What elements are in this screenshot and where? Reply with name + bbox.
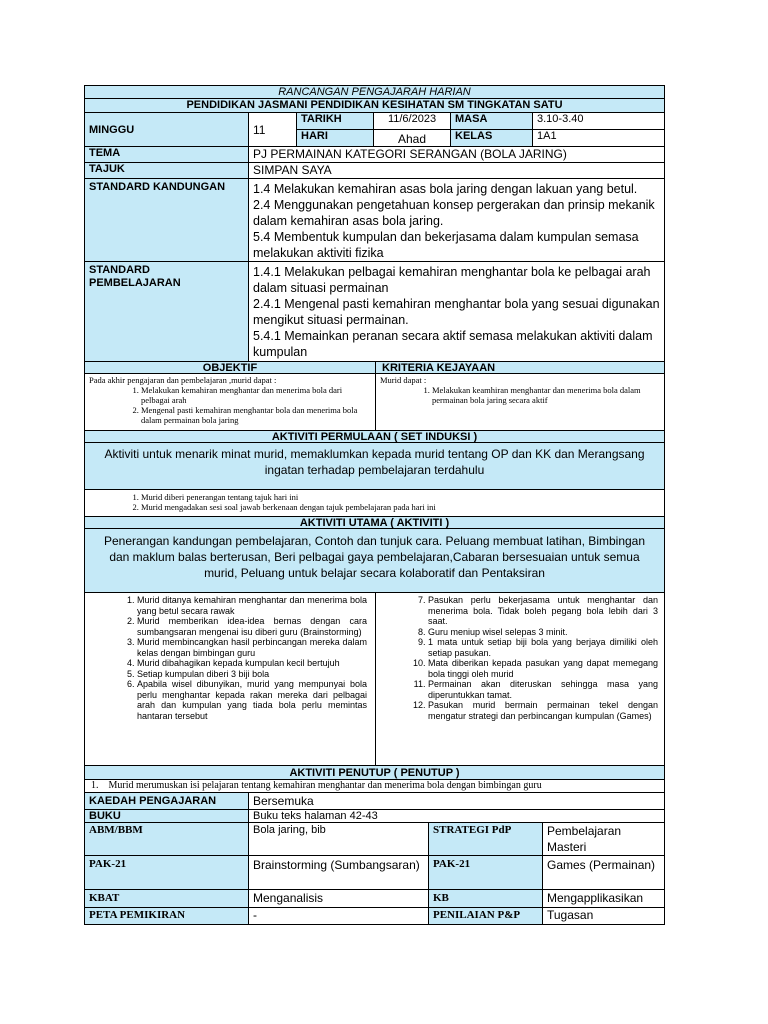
pak2-value: Games (Permainan) — [547, 858, 656, 872]
buku-label: BUKU — [85, 810, 249, 822]
hari-value: Ahad — [374, 130, 451, 146]
utama-item: 6. Apabila wisel dibunyikan, murid yang mempunyai bola perlu menghantar kepada rakan mereka dari pelbagai arah dan kumpulan yang tiada bola perlu memintas hantaran tersebut — [137, 679, 367, 721]
kriteria-intro: Murid dapat : — [380, 375, 427, 385]
sp-content — [249, 262, 664, 361]
kaedah-value: Bersemuka — [253, 794, 314, 808]
utama-item: 3. Murid membincangkan hasil perbincangan mereka dalam kelas dengan bimbingan guru — [137, 637, 367, 658]
subtitle-row — [85, 99, 664, 113]
sp-item: 2.4.1 Mengenal pasti kemahiran menghantar bola yang sesuai digunakan mengikut situasi permainan. — [253, 297, 660, 327]
objektif-content-row — [85, 374, 664, 431]
minggu-row — [85, 113, 664, 147]
kbat-value: Menganalisis — [249, 890, 429, 907]
utama-item: 7. Pasukan perlu bekerjasama untuk menghantar dan menerima bola. Tidak boleh pegang bola lebih dari 3 saat. — [428, 595, 658, 627]
utama-item: 12. Pasukan murid bermain permainan tekel dengan mengatur strategi dan perbincangan kumpulan (Games) — [428, 700, 658, 721]
kb-label: KB — [429, 890, 543, 907]
lesson-plan-table — [84, 85, 665, 925]
permulaan-list-row — [85, 490, 664, 517]
tajuk-value: SIMPAN SAYA — [253, 163, 332, 177]
utama-text: Penerangan kandungan pembelajaran, Contoh dan tunjuk cara. Peluang membuat latihan, Bimbingan dan maklum balas berterusan, Beri pelbagai gaya pembelajaran,Cabaran bersesuaian untuk semua murid, Peluang untuk belajar secara kolaboratif dan Pentaksiran — [103, 534, 646, 580]
kelas-value: 1A1 — [537, 130, 557, 142]
masa-label: MASA — [451, 113, 533, 129]
abm-label: ABM/BBM — [85, 823, 249, 855]
sk-label: STANDARD KANDUNGAN — [85, 179, 249, 261]
permulaan-item: 2. Murid mengadakan sesi soal jawab berkenaan dengan tajuk pembelajaran pada hari ini — [141, 502, 660, 512]
permulaan-item: 1. Murid diberi penerangan tentang tajuk hari ini — [141, 492, 660, 502]
sp-label-line1: STANDARD — [89, 264, 150, 276]
kaedah-row — [85, 793, 664, 810]
strategi-value: Pembelajaran Masteri — [547, 824, 622, 854]
permulaan-header: AKTIVITI PERMULAAN ( SET INDUKSI ) — [271, 431, 478, 442]
utama-item: 10. Mata diberikan kepada pasukan yang dapat memegang bola tinggi oleh murid — [428, 658, 658, 679]
title-row — [85, 86, 664, 99]
pak1-value: Brainstorming (Sumbangsaran) — [249, 856, 429, 889]
sp-label-line2: PEMBELAJARAN — [89, 277, 181, 289]
tema-label: TEMA — [85, 147, 249, 162]
objektif-content — [85, 374, 376, 430]
utama-header-row — [85, 517, 664, 529]
peta-label: PETA PEMIKIRAN — [85, 908, 249, 924]
objektif-header: OBJEKTIF — [85, 362, 376, 373]
permulaan-header-row — [85, 431, 664, 443]
tajuk-label: TAJUK — [85, 163, 249, 178]
kriteria-header: KRITERIA KEJAYAAN — [376, 362, 664, 373]
penutup-list: 1. Murid merumuskan isi pelajaran tentang kemahiran menghantar dan menerima bola dengan bimbingan guru — [91, 780, 542, 791]
tarikh-value: 11/6/2023 — [374, 113, 451, 129]
sp-row — [85, 262, 664, 362]
sk-row — [85, 179, 664, 262]
minggu-label: MINGGU — [85, 113, 249, 146]
peta-row — [85, 908, 664, 924]
utama-item: 5. Setiap kumpulan diberi 3 biji bola — [137, 669, 367, 680]
permulaan-list — [85, 490, 664, 516]
utama-item: 1. Murid ditanya kemahiran menghantar dan menerima bola yang betul secara rawak — [137, 595, 367, 616]
pak1-label: PAK-21 — [85, 856, 249, 889]
strategi-label: STRATEGI PdP — [429, 823, 543, 855]
buku-row — [85, 810, 664, 823]
sp-label — [85, 262, 249, 361]
penutup-list-row — [85, 780, 664, 793]
utama-item: 4. Murid dibahagikan kepada kumpulan kecil bertujuh — [137, 658, 367, 669]
sk-item: 1.4 Melakukan kemahiran asas bola jaring dengan lakuan yang betul. — [253, 182, 638, 196]
utama-right-list — [376, 593, 664, 765]
kbat-row — [85, 890, 664, 908]
kriteria-content — [376, 374, 664, 430]
kriteria-item: 1. Melakukan keamhiran menghantar dan menerima bola dalam permainan bola jaring secara aktif — [432, 385, 660, 405]
masa-value: 3.10-3.40 — [537, 113, 584, 125]
tajuk-row — [85, 163, 664, 179]
objektif-intro: Pada akhir pengajaran dan pembelajaran ,murid dapat : — [89, 375, 277, 385]
hari-label: HARI — [297, 130, 374, 146]
utama-item: 9. 1 mata untuk setiap biji bola yang berjaya dimiliki oleh setiap pasukan. — [428, 637, 658, 658]
sk-content — [249, 179, 664, 261]
peta-value: - — [249, 908, 429, 924]
title-subject: PENDIDIKAN JASMANI PENDIDIKAN KESIHATAN SM TINGKATAN SATU — [186, 99, 563, 111]
penilaian-label: PENILAIAN P&P — [429, 908, 543, 924]
utama-item: 11. Permainan akan diteruskan sehingga masa yang diperuntukkan tamat. — [428, 679, 658, 700]
title-main: RANCANGAN PENGAJARAH HARIAN — [278, 86, 471, 98]
utama-list-row — [85, 593, 664, 766]
sp-item: 5.4.1 Memainkan peranan secara aktif semasa melakukan aktiviti dalam kumpulan — [253, 329, 653, 359]
permulaan-text: Aktiviti untuk menarik minat murid, memaklumkan kepada murid tentang OP dan KK dan Merangsang ingatan terhadap pembelajaran terdahulu — [104, 447, 645, 477]
penutup-item: Murid merumuskan isi pelajaran tentang kemahiran menghantar dan menerima bola dengan bimbingan guru — [108, 780, 542, 791]
pak-row — [85, 856, 664, 890]
tarikh-label: TARIKH — [297, 113, 374, 129]
abm-row — [85, 823, 664, 856]
utama-header: AKTIVITI UTAMA ( AKTIVITI ) — [299, 517, 450, 528]
sk-item: 5.4 Membentuk kumpulan dan bekerjasama dalam kumpulan semasa melakukan aktiviti fizika — [253, 230, 639, 260]
objektif-item: 1. Melakukan kemahiran menghantar dan menerima bola dari pelbagai arah — [141, 385, 371, 405]
penutup-header-row — [85, 766, 664, 780]
objektif-header-row — [85, 362, 664, 374]
sk-item: 2.4 Menggunakan pengetahuan konsep pergerakan dan prinsip mekanik dalam kemahiran asas bola jaring. — [253, 198, 655, 228]
pak2-label: PAK-21 — [429, 856, 543, 889]
utama-left-list — [85, 593, 376, 765]
abm-value: Bola jaring, bib — [249, 823, 429, 855]
minggu-value: 11 — [249, 113, 297, 146]
objektif-item: 2. Mengenal pasti kemahiran menghantar bola dan menerima bola dalam permainan bola jaring — [141, 405, 371, 425]
utama-text-row — [85, 529, 664, 593]
kaedah-label: KAEDAH PENGAJARAN — [85, 793, 249, 809]
sp-item: 1.4.1 Melakukan pelbagai kemahiran menghantar bola ke pelbagai arah dalam situasi permainan — [253, 265, 651, 295]
utama-item: 8. Guru meniup wisel selepas 3 minit. — [428, 627, 658, 638]
penilaian-value: Tugasan — [547, 908, 594, 922]
utama-item: 2. Murid memberikan idea-idea bernas dengan cara sumbangsaran mengenai isu diberi guru (Brainstorming) — [137, 616, 367, 637]
tema-value: PJ PERMAINAN KATEGORI SERANGAN (BOLA JARING) — [253, 147, 567, 161]
tema-row — [85, 147, 664, 163]
permulaan-text-row — [85, 443, 664, 490]
penutup-header: AKTIVITI PENUTUP ( PENUTUP ) — [289, 767, 460, 779]
kelas-label: KELAS — [451, 130, 533, 146]
tarikh-hari-block — [297, 113, 664, 146]
kbat-label: KBAT — [85, 890, 249, 907]
buku-value: Buku teks halaman 42-43 — [253, 810, 378, 822]
kb-value: Mengapplikasikan — [547, 891, 644, 905]
